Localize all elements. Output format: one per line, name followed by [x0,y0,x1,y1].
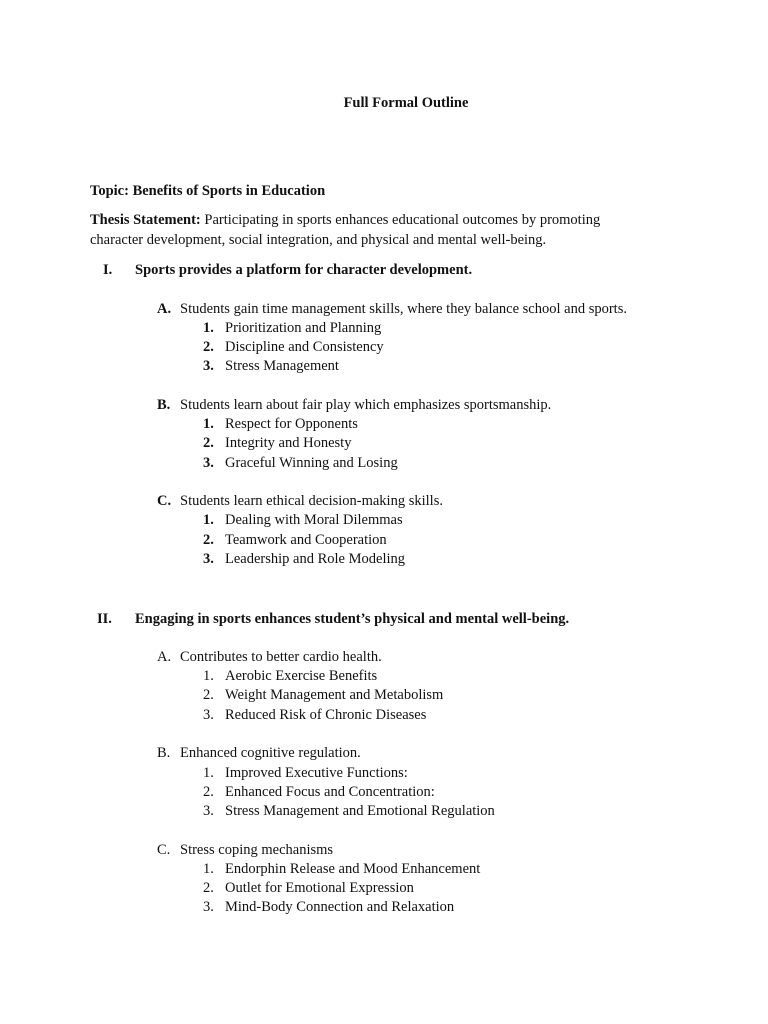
item-text: Outlet for Emotional Expression [225,880,414,896]
item-text: Reduced Risk of Chronic Diseases [225,707,427,723]
section-numeral: II. [97,611,112,627]
item-text: Graceful Winning and Losing [225,455,398,471]
item-text: Prioritization and Planning [225,320,382,336]
section-heading: Engaging in sports enhances student’s physical and mental well-being. [135,611,570,627]
subsection-letter: B. [157,745,171,761]
subsection-letter: C. [157,493,172,509]
thesis-text-1: Participating in sports enhances educational outcomes by promoting [204,212,601,228]
item-text: Enhanced Focus and Concentration: [225,784,435,800]
item-text: Integrity and Honesty [225,435,352,451]
item-text: Respect for Opponents [225,416,358,432]
topic-label: Topic: [90,183,129,199]
thesis-line-1 [90,213,600,228]
thesis-label: Thesis Statement: [90,212,201,228]
item-number: 1. [203,416,214,432]
item-text: Discipline and Consistency [225,339,384,355]
item-text: Improved Executive Functions: [225,765,408,781]
item-text: Mind-Body Connection and Relaxation [225,899,455,915]
subsection-letter: A. [157,301,172,317]
subsection-text: Students learn about fair play which emphasizes sportsmanship. [180,397,552,413]
section-heading: Sports provides a platform for character development. [135,262,473,278]
item-number: 2. [203,880,214,896]
item-text: Weight Management and Metabolism [225,687,444,703]
item-number: 1. [203,320,214,336]
item-number: 3. [203,707,214,723]
item-text: Stress Management and Emotional Regulation [225,803,495,819]
subsection-text: Students learn ethical decision-making skills. [180,493,443,509]
subsection-letter: C. [157,842,171,858]
item-text: Aerobic Exercise Benefits [225,668,378,684]
item-number: 1. [203,512,214,528]
topic-line [90,184,325,199]
thesis-line-2: character development, social integration, and physical and mental well-being. [90,232,547,248]
item-number: 3. [203,358,214,374]
item-text: Dealing with Moral Dilemmas [225,512,403,528]
subsection-text: Enhanced cognitive regulation. [180,745,361,761]
item-number: 3. [203,899,214,915]
subsection-text: Students gain time management skills, where they balance school and sports. [180,301,627,317]
item-text: Teamwork and Cooperation [225,532,387,548]
item-text: Endorphin Release and Mood Enhancement [225,861,481,877]
item-number: 1. [203,765,214,781]
item-number: 1. [203,668,214,684]
item-number: 3. [203,455,214,471]
page-title: Full Formal Outline [343,95,469,111]
item-number: 2. [203,435,214,451]
subsection-text: Contributes to better cardio health. [180,649,382,665]
item-number: 3. [203,551,214,567]
item-number: 2. [203,687,214,703]
section-numeral: I. [103,262,113,278]
item-number: 2. [203,339,214,355]
subsection-letter: A. [157,649,172,665]
item-number: 2. [203,532,214,548]
item-number: 2. [203,784,214,800]
item-number: 3. [203,803,214,819]
item-number: 1. [203,861,214,877]
item-text: Stress Management [225,358,339,374]
subsection-text: Stress coping mechanisms [180,842,334,858]
item-text: Leadership and Role Modeling [225,551,405,567]
subsection-letter: B. [157,397,171,413]
topic-text: Benefits of Sports in Education [132,183,326,199]
